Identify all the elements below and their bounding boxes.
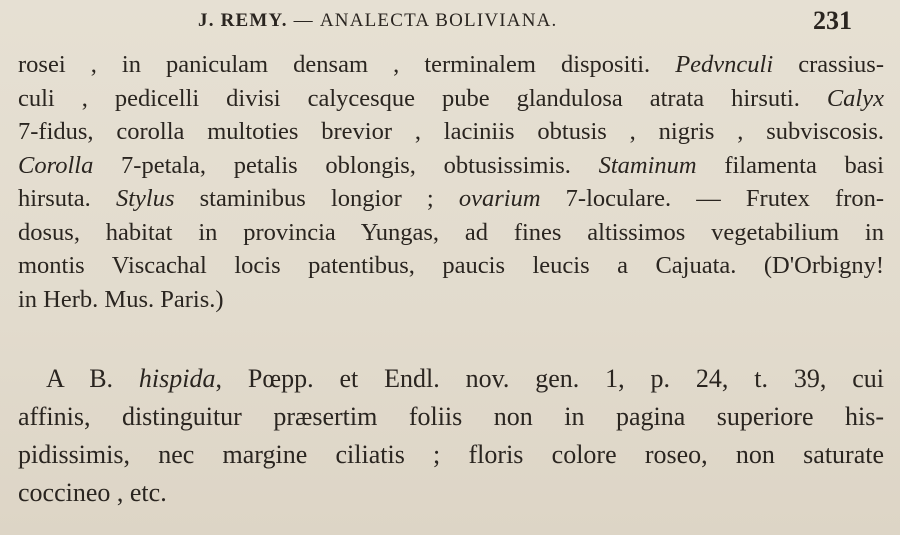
paragraph-description (18, 48, 884, 316)
text-line: in Herb. Mus. Paris.) (18, 285, 224, 313)
text-line: montis Viscachal locis patentibus, paucis leucis a Cajuata. (D'Orbigny! (18, 252, 884, 279)
text-line: culi , pedicelli divisi calycesque pube glandulosa atrata hirsuti. Calyx (18, 84, 884, 112)
page-header (0, 6, 900, 38)
text-line: A B. hispida, Pœpp. et Endl. nov. gen. 1, p. 24, t. 39, cui (46, 364, 884, 393)
text-line: rosei , in paniculam densam , terminalem dispositi. Pedvnculi crassius- (18, 51, 884, 78)
header-title: ANALECTA BOLIVIANA. (319, 10, 558, 31)
text-line: Corolla 7-petala, petalis oblongis, obtusissimis. Staminum filamenta basi (18, 151, 884, 179)
text-line: hirsuta. Stylus staminibus longior ; ovarium 7-loculare. — Frutex fron- (18, 185, 885, 212)
text-line: pidissimis, nec margine ciliatis ; floris colore roseo, non saturate (18, 440, 884, 469)
header-author: J. REMY. (198, 10, 288, 31)
page-number: 231 (813, 6, 852, 35)
text-line: coccineo , etc. (18, 478, 167, 507)
text-line: dosus, habitat in provincia Yungas, ad fines altissimos vegetabilium in (18, 218, 884, 246)
text-line: 7-fidus, corolla multoties brevior , laciniis obtusis , nigris , subviscosis. (18, 118, 884, 145)
running-head (198, 10, 558, 32)
header-dash: — (293, 10, 314, 31)
text-line: affinis, distinguitur præsertim foliis non in pagina superiore his- (18, 402, 884, 431)
paragraph-comparison (18, 360, 884, 512)
